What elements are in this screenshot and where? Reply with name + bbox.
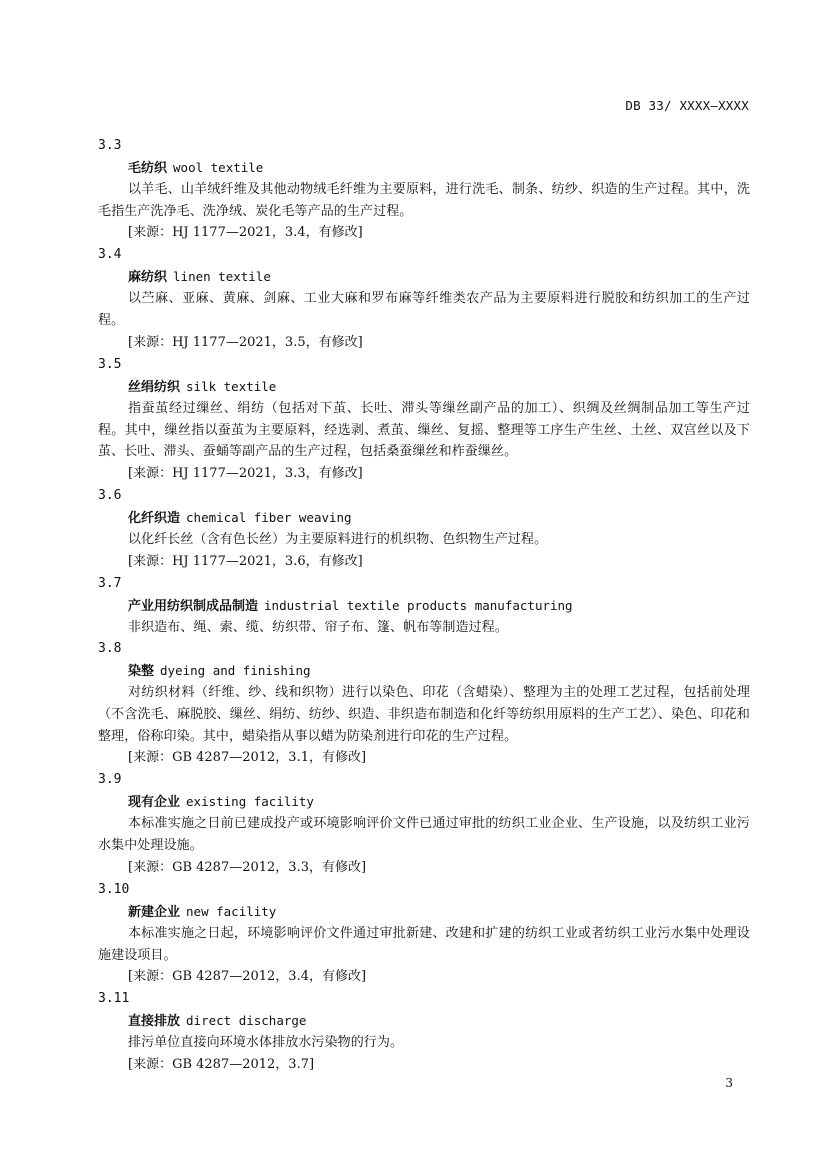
term-definition: 排污单位直接向环境水体排放水污染物的行为。	[128, 1035, 404, 1051]
term-chinese: 现有企业	[128, 795, 181, 811]
clause-number: 3.7	[98, 575, 122, 591]
term-definition: 对纺织材料（纤维、纱、线和织物）进行以染色、印花（含蜡染）、整理为主的处理工艺过程，包括前处理（不含洗毛、麻脱胶、缫丝、绢纺、纺纱、织造、非织造布制造和化纤等纺织用原料的生产工艺）、染色、印花和整理，俗称印染。其中，蜡染指从事以蜡为防染剂进行印花的生产过程。	[98, 685, 750, 744]
source-citation: [来源：HJ 1177—2021，3.5，有修改]	[128, 334, 363, 350]
term-chinese: 产业用纺织制成品制造	[128, 598, 259, 614]
source-citation: [来源：HJ 1177—2021，3.3，有修改]	[128, 465, 363, 481]
clause-number: 3.6	[98, 487, 122, 503]
clause-number: 3.10	[98, 881, 130, 897]
term-english: industrial textile products manufacturing	[264, 597, 573, 613]
term-definition: 指蚕茧经过缫丝、绢纺（包括对下茧、长吐、滞头等缫丝副产品的加工）、织绸及丝绸制品加工等生产过程。其中，缫丝指以蚕茧为主要原料，经选剥、煮茧、缫丝、复摇、整理等工序生产生丝、土丝、双宫丝以及下茧、长吐、滞头、蚕蛹等副产品的生产过程，包括桑蚕缫丝和柞蚕缫丝。	[98, 400, 750, 460]
term-heading	[128, 376, 750, 398]
term-chinese: 新建企业	[128, 904, 181, 920]
source-citation: [来源：HJ 1177—2021，3.6，有修改]	[128, 553, 363, 569]
clause-number: 3.8	[98, 641, 122, 657]
term-heading	[128, 1010, 750, 1032]
definition-entry	[98, 769, 750, 878]
term-english: linen textile	[173, 269, 271, 285]
definition-entry	[98, 135, 750, 244]
term-definition: 以苎麻、亚麻、黄麻、剑麻、工业大麻和罗布麻等纤维类农产品为主要原料进行脱胶和纺织加工的生产过程。	[98, 291, 750, 329]
definition-entry	[98, 879, 750, 988]
term-chinese: 化纤织造	[128, 510, 181, 526]
term-heading	[128, 266, 750, 288]
term-heading	[128, 791, 750, 813]
term-english: chemical fiber weaving	[186, 509, 352, 525]
source-citation: [来源：GB 4287—2012，3.4，有修改]	[128, 969, 367, 985]
term-chinese: 麻纺织	[128, 270, 168, 286]
clause-number: 3.9	[98, 772, 122, 788]
definitions-list	[98, 135, 750, 1076]
definition-entry	[98, 988, 750, 1076]
definition-entry	[98, 354, 750, 485]
clause-number: 3.11	[98, 991, 130, 1007]
term-chinese: 丝绢纺织	[128, 379, 181, 395]
term-english: dyeing and finishing	[160, 663, 311, 679]
page-number: 3	[725, 1076, 733, 1090]
term-definition: 以羊毛、山羊绒纤维及其他动物绒毛纤维为主要原料，进行洗毛、制条、纺纱、织造的生产过程。其中，洗毛指生产洗净毛、洗净绒、炭化毛等产品的生产过程。	[98, 182, 750, 219]
term-heading	[128, 157, 750, 179]
definition-entry	[98, 638, 750, 769]
term-heading	[128, 660, 750, 682]
term-english: direct discharge	[186, 1013, 307, 1029]
definition-entry	[98, 485, 750, 573]
clause-number: 3.5	[98, 356, 122, 372]
term-chinese: 染整	[128, 664, 155, 680]
term-english: wool textile	[173, 160, 264, 175]
term-definition: 以化纤长丝（含有色长丝）为主要原料进行的机织物、色织物生产过程。	[128, 531, 548, 547]
term-definition: 本标准实施之日起，环境影响评价文件通过审批新建、改建和扩建的纺织工业或者纺织工业污水集中处理设施建设项目。	[98, 925, 750, 963]
term-definition: 本标准实施之日前已建成投产或环境影响评价文件已通过审批的纺织工业企业、生产设施，以及纺织工业污水集中处理设施。	[98, 816, 750, 854]
term-chinese: 毛纺织	[128, 161, 168, 176]
term-english: silk textile	[186, 378, 277, 394]
term-heading	[128, 595, 750, 617]
term-english: existing facility	[186, 794, 314, 810]
term-english: new facility	[186, 903, 277, 919]
term-definition: 非织造布、绳、索、缆、纺织带、帘子布、篷、帆布等制造过程。	[128, 619, 508, 635]
term-heading	[128, 507, 750, 529]
clause-number: 3.3	[98, 138, 122, 153]
source-citation: [来源：GB 4287—2012，3.7]	[128, 1056, 315, 1072]
definition-entry	[98, 573, 750, 639]
clause-number: 3.4	[98, 247, 122, 263]
document-code-header: DB 33/ XXXX—XXXX	[625, 98, 749, 113]
term-chinese: 直接排放	[128, 1014, 181, 1030]
term-heading	[128, 901, 750, 923]
source-citation: [来源：GB 4287—2012，3.1，有修改]	[128, 750, 367, 766]
source-citation: [来源：HJ 1177—2021，3.4，有修改]	[128, 225, 363, 241]
definition-entry	[98, 244, 750, 353]
source-citation: [来源：GB 4287—2012，3.3，有修改]	[128, 859, 367, 875]
